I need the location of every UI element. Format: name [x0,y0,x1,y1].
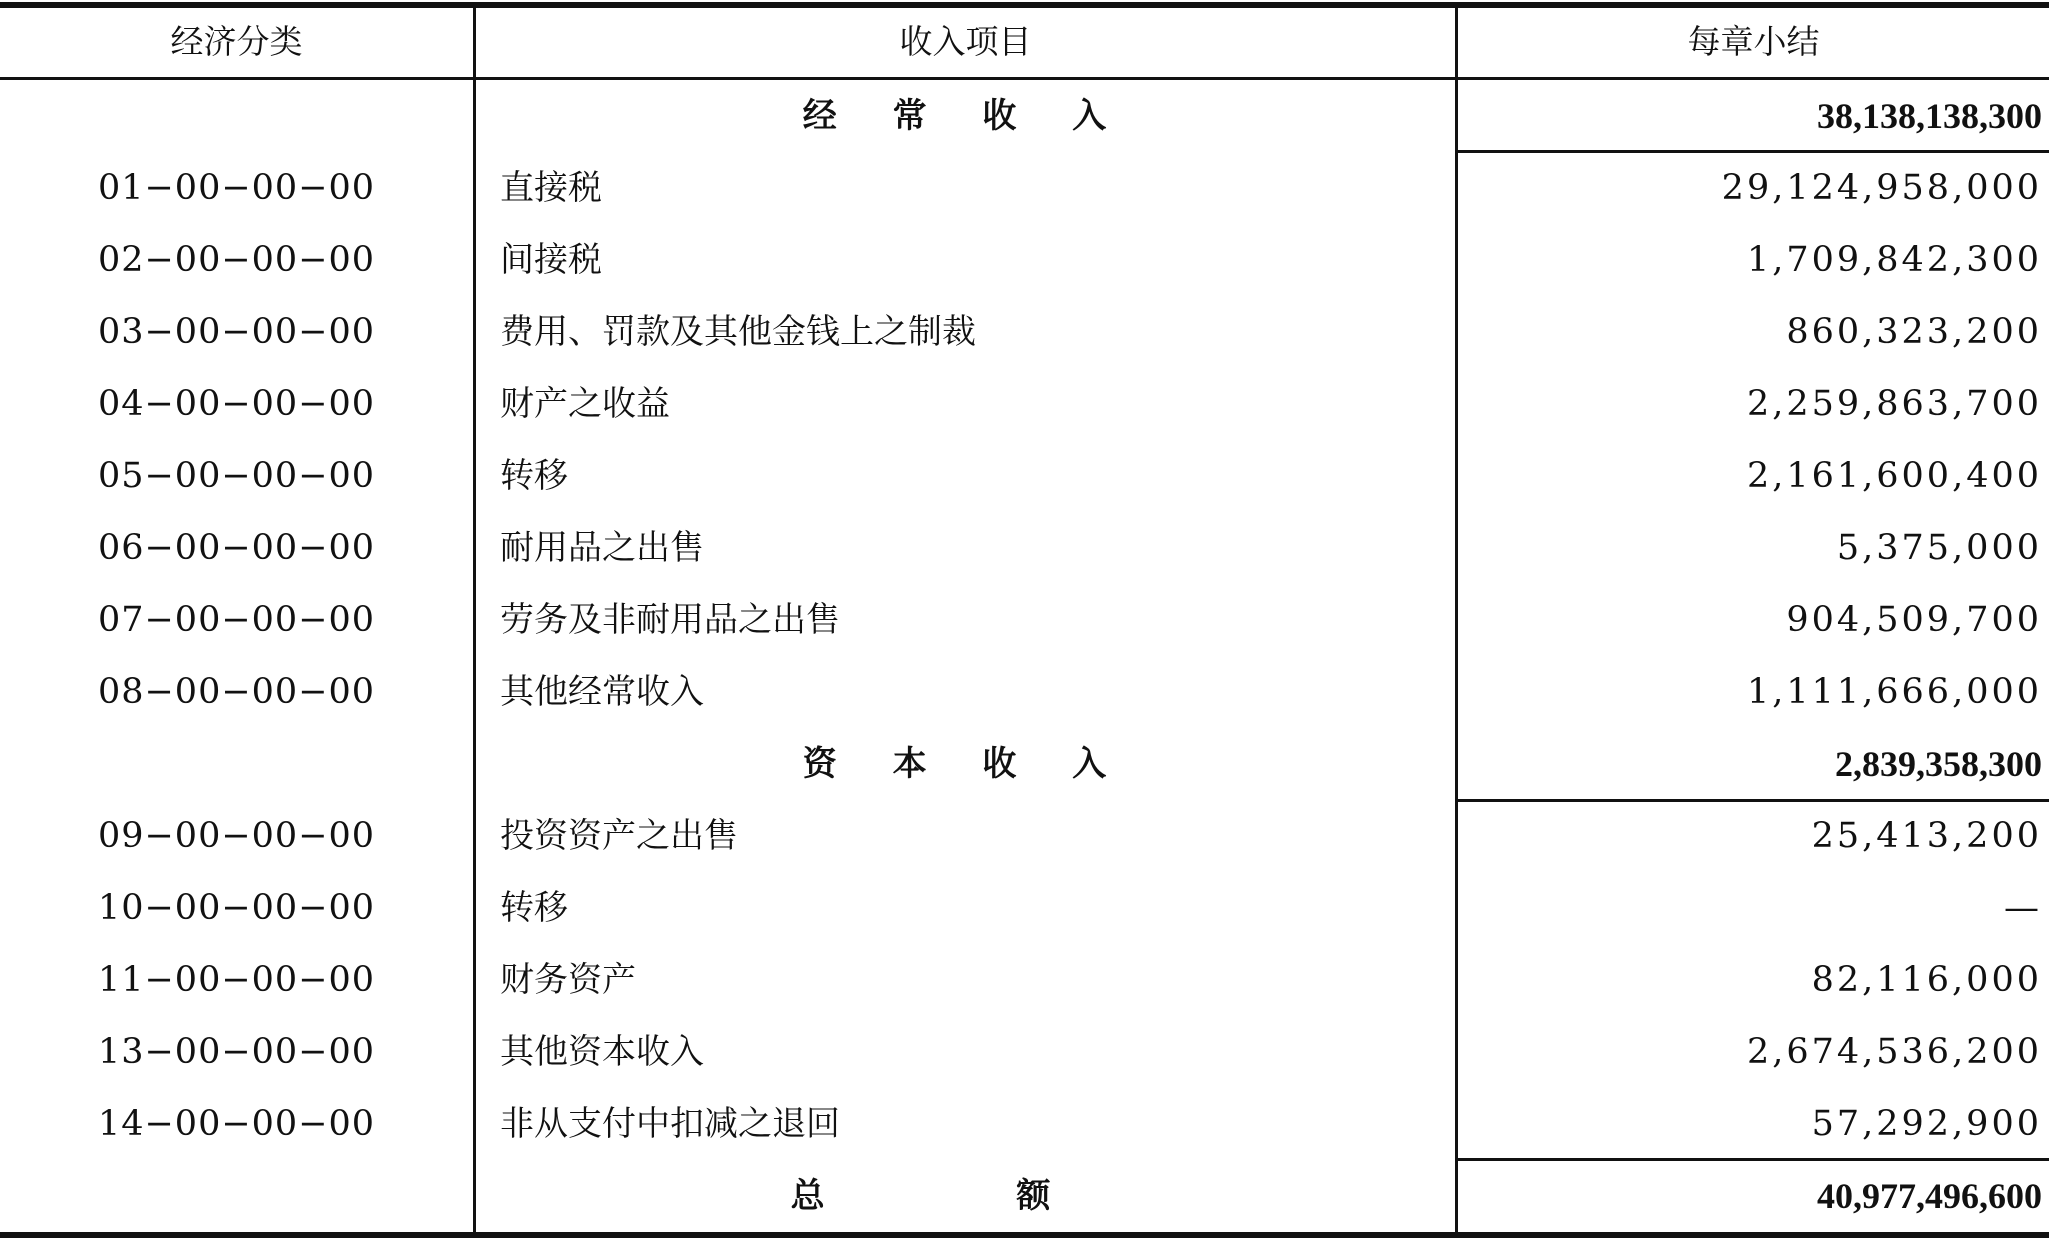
section-subtotal-capital-revenue: 2,839,358,300 [1835,744,2042,784]
row-name: 其他资本收入 [500,1032,704,1072]
column-divider-1 [473,5,476,1235]
row-name: 财务资产 [500,960,636,1000]
row-name: 劳务及非耐用品之出售 [500,600,840,640]
row-amount: 5,375,000 [1836,528,2042,568]
row-code: 02−00−00−00 [97,240,376,280]
row-code: 13−00−00−00 [97,1032,376,1072]
row-amount: 29,124,958,000 [1721,168,2042,208]
row-name: 耐用品之出售 [500,528,704,568]
row-code: 08−00−00−00 [97,672,376,712]
row-code: 03−00−00−00 [97,312,376,352]
row-code: 14−00−00−00 [97,1104,376,1144]
row-name: 非从支付中扣减之退回 [500,1104,840,1144]
row-amount: 2,674,536,200 [1746,1032,2042,1072]
row-code: 06−00−00−00 [97,528,376,568]
row-code: 05−00−00−00 [97,456,376,496]
total-amount: 40,977,496,600 [1817,1176,2042,1216]
table-bottom-rule [0,1232,2049,1238]
row-amount: 1,111,666,000 [1746,672,2042,712]
row-amount: 82,116,000 [1811,960,2042,1000]
row-amount: 1,709,842,300 [1746,240,2042,280]
row-name: 直接税 [500,168,602,208]
row-code: 04−00−00−00 [97,384,376,424]
row-code: 01−00−00−00 [97,168,376,208]
column-divider-2 [1455,5,1458,1235]
row-amount: 25,413,200 [1811,816,2042,856]
row-code: 09−00−00−00 [97,816,376,856]
row-code: 11−00−00−00 [97,960,376,1000]
section-subtotal-current-revenue: 38,138,138,300 [1817,96,2042,136]
row-code: 07−00−00−00 [97,600,376,640]
row-amount: 57,292,900 [1811,1104,2042,1144]
row-amount: 904,509,700 [1786,600,2042,640]
row-name: 转移 [500,456,568,496]
header-item: 收入项目 [899,22,1032,61]
header-subtotal: 每章小结 [1687,22,1820,61]
row-amount: 860,323,200 [1786,312,2042,352]
row-name: 投资资产之出售 [500,816,738,856]
row-amount: 2,161,600,400 [1746,456,2042,496]
row-name: 费用、罚款及其他金钱上之制裁 [500,312,976,352]
section-title-capital-revenue: 资 本 收 入 [802,744,1129,784]
row-name: 其他经常收入 [500,672,704,712]
total-label: 总 额 [790,1176,1141,1216]
row-name: 转移 [500,888,568,928]
row-name: 财产之收益 [500,384,670,424]
row-amount: — [2004,888,2042,928]
section-title-current-revenue: 经 常 收 入 [802,96,1129,136]
row-amount: 2,259,863,700 [1746,384,2042,424]
header-code: 经济分类 [170,22,303,61]
row-name: 间接税 [500,240,602,280]
row-code: 10−00−00−00 [97,888,376,928]
